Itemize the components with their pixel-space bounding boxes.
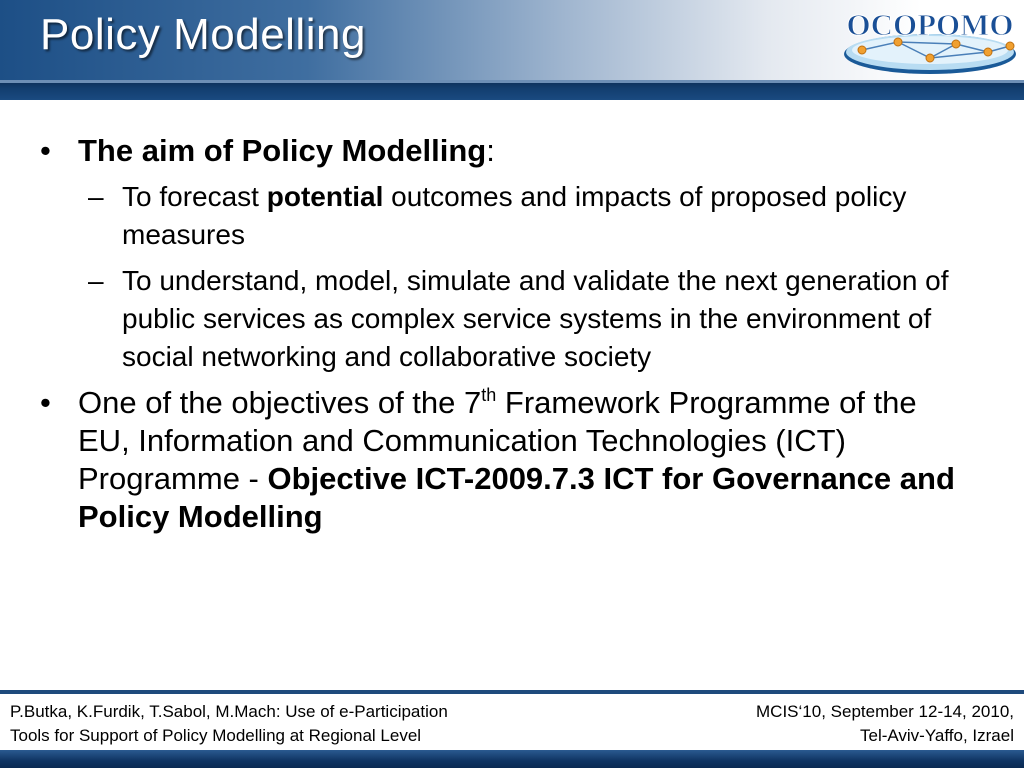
- objectives-text-mid: Framework Programme of the EU, Information and Communication Technologies (ICT) Programme -: [78, 385, 917, 496]
- sub-bullet-understand: [40, 262, 970, 376]
- sub-bullet-forecast: [40, 178, 970, 254]
- forecast-text-post: outcomes and impacts of proposed policy measures: [122, 181, 907, 250]
- ocopomo-logo: [838, 2, 1024, 78]
- forecast-text-bold: potential: [266, 181, 384, 212]
- bullet-dot-icon: •: [40, 133, 51, 168]
- objectives-text-pre: One of the objectives of the 7: [78, 385, 482, 420]
- bullet-objectives: [40, 384, 970, 536]
- slide-content: [40, 132, 970, 544]
- slide-title: Policy Modelling: [40, 10, 366, 59]
- understand-text: To understand, model, simulate and validate the next generation of public services as complex service systems in the environment of social networking and collaborative society: [122, 265, 949, 372]
- bullet-aim: [40, 132, 970, 170]
- footer-right-line2: Tel-Aviv-Yaffo, Izrael: [859, 726, 1014, 745]
- dash-icon: –: [88, 265, 104, 296]
- footer-authors: [10, 700, 570, 748]
- aim-heading: The aim of Policy Modelling: [78, 133, 487, 168]
- bullet-dot-icon: •: [40, 385, 51, 420]
- objectives-text-bold: Objective ICT-2009.7.3 ICT for Governance and Policy Modelling: [78, 461, 955, 534]
- forecast-text-pre: To forecast: [122, 181, 267, 212]
- dash-icon: –: [88, 181, 104, 212]
- objectives-text-sup: th: [481, 385, 497, 405]
- footer-divider: [0, 690, 1024, 694]
- header-bar: [0, 80, 1024, 100]
- footer-right-line1: MCIS‘10, September 12-14, 2010,: [756, 702, 1014, 721]
- footer-left-line1: P.Butka, K.Furdik, T.Sabol, M.Mach: Use of e-Participation: [10, 702, 448, 721]
- footer-left-line2: Tools for Support of Policy Modelling at Regional Level: [10, 726, 422, 745]
- footer-bar: [0, 750, 1024, 768]
- aim-heading-colon: :: [486, 133, 495, 168]
- logo-text: OCOPOMO: [846, 7, 1014, 42]
- footer-conference: [594, 700, 1014, 748]
